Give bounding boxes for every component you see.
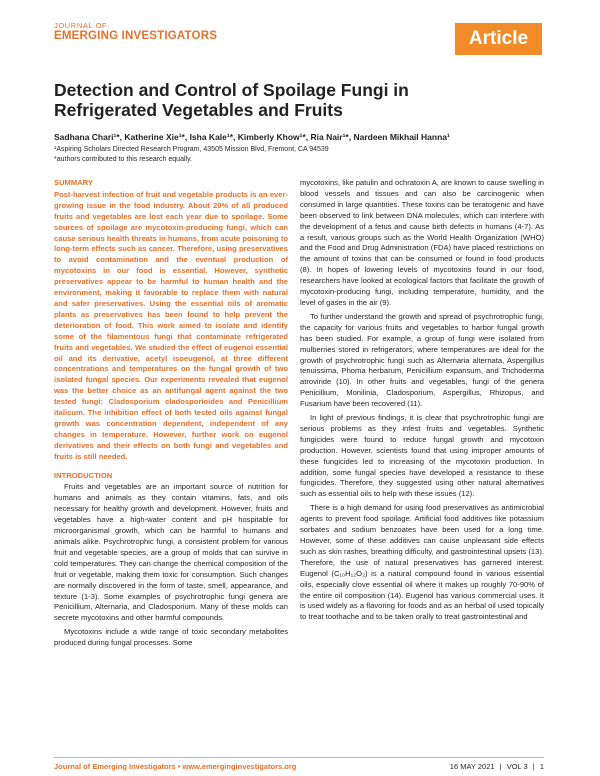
footer-page-number: 1 (539, 762, 544, 771)
intro-paragraph-2: Mycotoxins include a wide range of toxic secondary metabolites produced during fungal processes. Some (54, 627, 288, 648)
footer-separator: | (532, 762, 535, 771)
summary-heading: SUMMARY (54, 178, 93, 187)
article-type-badge: Article (455, 23, 542, 55)
footer-volume: VOL 3 (506, 762, 528, 771)
body-paragraph-4: There is a high demand for using food preservatives as antimicrobial agents to prevent food spoilage. Artificial food additives like potassium sorbates and sodium benzoates have been used for a long time. However, some of these additives can cause unpleasant side effects such as skin rashes, breathing difficulty, and gastrointestinal upsets (13). Therefore, the use of natural preservatives has garnered interest. Eugenol (C₁₀H₁₂O₂) is a natural compound found in various essential oils, especially clove essential oil where it makes up roughly 70-90% of the entire oil composition (14). Eugenol has various commercial uses. It is used widely as a flavoring for foods and as an herbal oil used topically to treat toothache and to be taken orally to treat gastrointestinal and (300, 503, 544, 622)
intro-paragraph-1: Fruits and vegetables are an important source of nutrition for humans and animals as they contain vitamins, fats, and oils necessary for healthy growth and development. However, fruits and vegetables have a high-water content and pH hospitable for microorganismal growth, which can be harmful to humans and animals alike. Psychrotrophic fungi, a consistent problem for various fruit and vegetable species, are a group of molds that can survive in cold temperatures. They can change the chemical composition of the fruit or vegetable, making them toxic for consumption. Such changes are normally discovered in the form of taste, smell, appearance, and texture (1-3). Some examples of psychrotrophic fungi genera are Penicillium, Alternaria, and Cladosporium. Many of these molds can secrete mycotoxins and other harmful compounds. (54, 482, 288, 623)
affiliations (54, 145, 329, 165)
footer-separator: | (499, 762, 502, 771)
right-column (300, 178, 544, 626)
footer-journal-link[interactable]: Journal of Emerging Investigators • www.emerginginvestigators.org (54, 762, 297, 771)
journal-logo-small: JOURNAL OF (54, 21, 108, 30)
equal-contribution-note: *authors contributed to this research equally. (54, 156, 193, 163)
affiliation-line: ¹Aspiring Scholars Directed Research Program, 43505 Mission Blvd, Fremont, CA 94539 (54, 146, 329, 153)
footer-divider (54, 757, 544, 758)
summary-text: Post-harvest infection of fruit and vegetable products is an ever-growing issue in the food industry. About 20% of all produced fruits and vegetables are lost each year due to spoilage. Some sources of spoilage are mycotoxin-producing fungi, which can cause serious health threats in humans, from acute poisoning to long-term effects such as cancer. Therefore, using preservatives to avoid contamination and the eventual production of mycotoxins in our food is essential. However, synthetic preservatives appear to be harmful to human health and the environment, making it favorable to replace them with natural and safer preservatives. Using the essential oils of aromatic plants as preservatives has been found to help prevent the deterioration of food. This work aimed to isolate and identify some of the filamentous fungi that contaminate refrigerated fruits and vegetables. We studied the effect of eugenol essential oil and its derivative, acetyl isoeugenol, at three different concentrations and temperatures on the fungal growth of two isolated fungal species. Our experiments revealed that eugenol was the better choice as an antifungal agent against the two tested fungi: Cladosporium cladosporioides and Penicillium italicum. The inhibition effect of both tested oils against fungal growth was concentration dependent, independent of any changes in temperature. However, further work on eugenol derivatives and their effects on both fungi and vegetables and fruits is still needed. (54, 189, 288, 461)
journal-logo-name: EMERGING INVESTIGATORS (54, 29, 218, 42)
paper-title: Detection and Control of Spoilage Fungi in Refrigerated Vegetables and Fruits (54, 80, 409, 120)
footer-meta (447, 762, 544, 771)
introduction-heading: INTRODUCTION (54, 470, 113, 480)
body-paragraph-3: In light of previous findings, it is clear that psychrotrophic fungi are serious problems as they infest fruits and vegetables. Synthetic fungicides were found to reduce fungal growth and mycotoxin production. However, scientists found that using improper amounts of these fungicides led to increasing of the mycotoxin production. In addition, some fungal species have developed a resistance to these fungicides. Therefore, they suggested using other natural alternatives such as essential oils to help with these issues (12). (300, 413, 544, 499)
author-list: Sadhana Chari¹*, Katherine Xie¹*, Isha Kale¹*, Kimberly Khow¹*, Ria Nair¹*, Nardeen Mikhail Hanna¹ (54, 132, 450, 142)
body-paragraph-1: mycotoxins, like patulin and ochratoxin A, are known to cause swelling in blood vessels and tissues and can also be carcinogenic when consumed in large quantities. These toxins can be teratogenic and have been observed to link between DNA molecules, which can interfere with the development of a fetus and cause birth defects in humans (4-7). As a result, various groups such as the World Health Organization (WHO) and the Food and Drug Administration (FDA) have placed restrictions on the amount of toxins that can be consumed or found in food products (8). In hopes of lowering levels of mycotoxins found in our food, researchers have looked at ecological factors that facilitate the growth of mycotoxin-producing fungi, including temperature, humidity, and the level of gases in the air (9). (300, 178, 544, 307)
left-column (54, 178, 288, 652)
body-paragraph-2: To further understand the growth and spread of psychrotrophic fungi, the capacity for various fruits and vegetables to harbor fungal growth has been studied. For example, a group of fungi were isolated from mulberries stored in refrigerators, where temperatures are ideal for the growth of psychrotrophic fungi such as Alternaria alternata, Aspergillus tenuissima, Phoma herbarum, Penicillium expansum, and Trichoderma atroviride (10). In other fruits and vegetables, fungi of the genera Penicillium, Monilinia, Cladosporium, Aspergillus, Rhizopus, and Fusarium have been recovered (11). (300, 311, 544, 409)
footer-date: 16 MAY 2021 (449, 762, 495, 771)
journal-logo (54, 22, 217, 42)
